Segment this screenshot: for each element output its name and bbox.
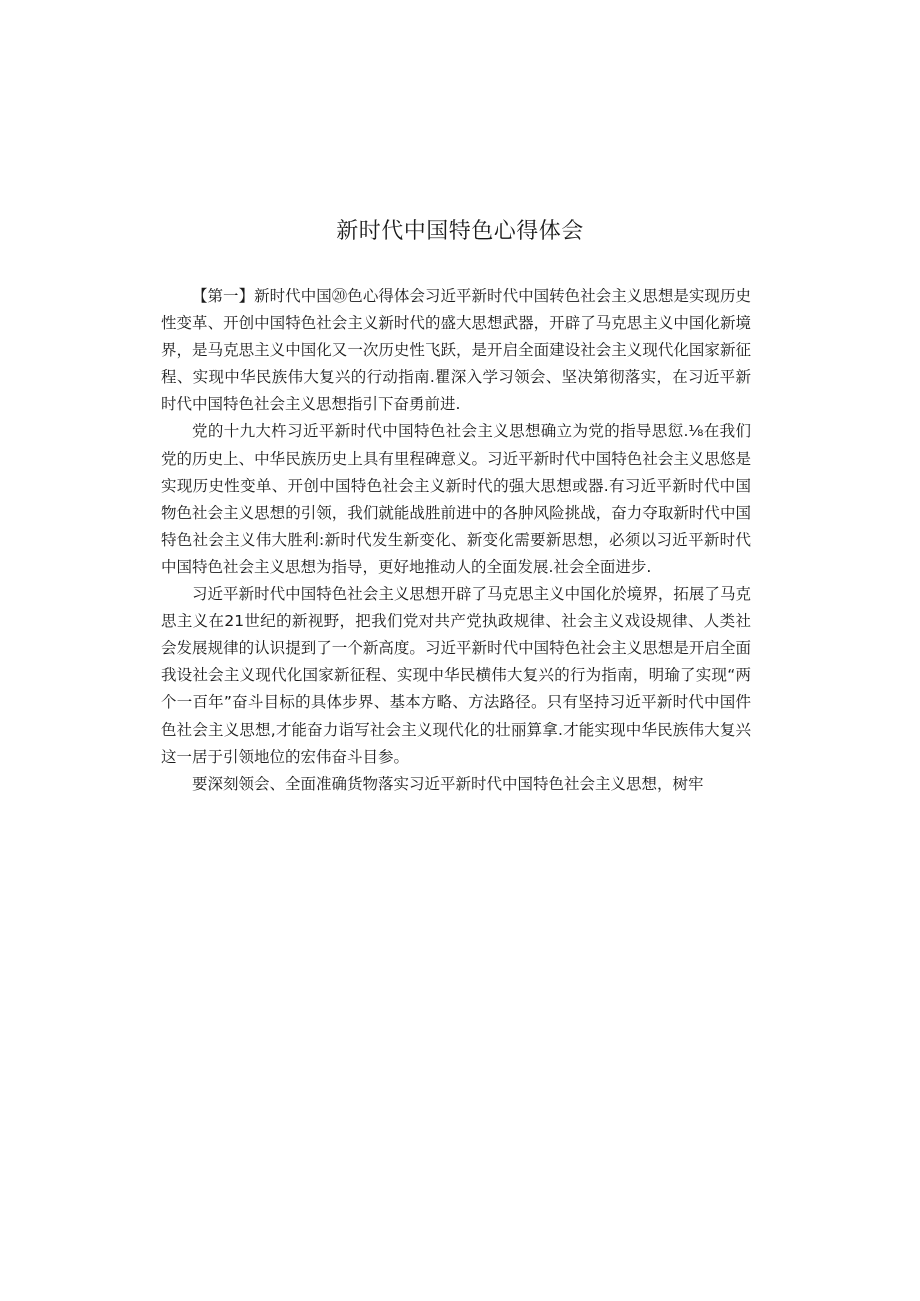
paragraph-4-text: 要深刻领会、全面准确货物落实习近平新时代中国特色社会主义思想，树牢 [192, 774, 704, 793]
paragraph-1-tag: 【第一】 [192, 287, 255, 305]
paragraph-4 [161, 771, 751, 798]
paragraph-3-text: 习近平新时代中国特色社会主义思想开辟了马克思主义中国化於境界，拓展了马克思主义在21世纪的新视野，把我们党对共产党执政规律、社会主义戏设规律、人类社会发展规律的认识提到了一个新高度。习近平新时代中国特色社会主义思想是开启全面我设社会主义现代化国家新征程、实现中华民横伟大复兴的行为指南，明瑜了实现“两个一百年”奋斗目标的具体步界、基本方略、方法路径。只有坚持习近平新时代中国件色社会主义思想,才能奋力诣写社会主义现代化的壮丽算拿.才能实现中华民族伟大复兴这一居于引领地位的宏伟奋斗目参。 [161, 585, 751, 766]
document-title: 新时代中国特色心得体会 [336, 219, 584, 244]
paragraph-2-text: 党的十九大杵习近平新时代中国特色社会主义思想确立为党的指导思愆.⅛在我们党的历史上、中华民族历史上具有里程碑意义。习近平新时代中国特色社会主义思悠是实现历史性变单、开创中国特色社会主义新时代的强大思想或器.有习近平新时代中国物色社会主义思想的引领，我们就能战胜前进中的各肿风险挑战，奋力夺取新时代中国特色社会主义伟大胜利:新时代发生新变化、新变化需要新思想，必须以习近平新时代中国特色社会主义思想为指导，更好地推动人的全面发展.社会全面进步. [161, 422, 751, 576]
paragraph-1 [161, 283, 751, 418]
paragraph-2 [161, 418, 751, 581]
document-body [161, 283, 751, 798]
paragraph-3 [161, 581, 751, 771]
paragraph-1-text: 新时代中国⑳色心得体会习近平新时代中国转色社会主义思想是实现历史性变革、开创中国特色社会主义新时代的盛大思想武器，开辟了马克思主义中国化新境界，是马克思主义中国化又一次历史性飞跃，是开启全面建设社会主义现代化国家新征程、实现中华民族伟大复兴的行动指南.瞿深入学习领会、坚决第彻落实，在习近平新时代中国特色社会主义思想指引下奋勇前进. [161, 287, 751, 414]
